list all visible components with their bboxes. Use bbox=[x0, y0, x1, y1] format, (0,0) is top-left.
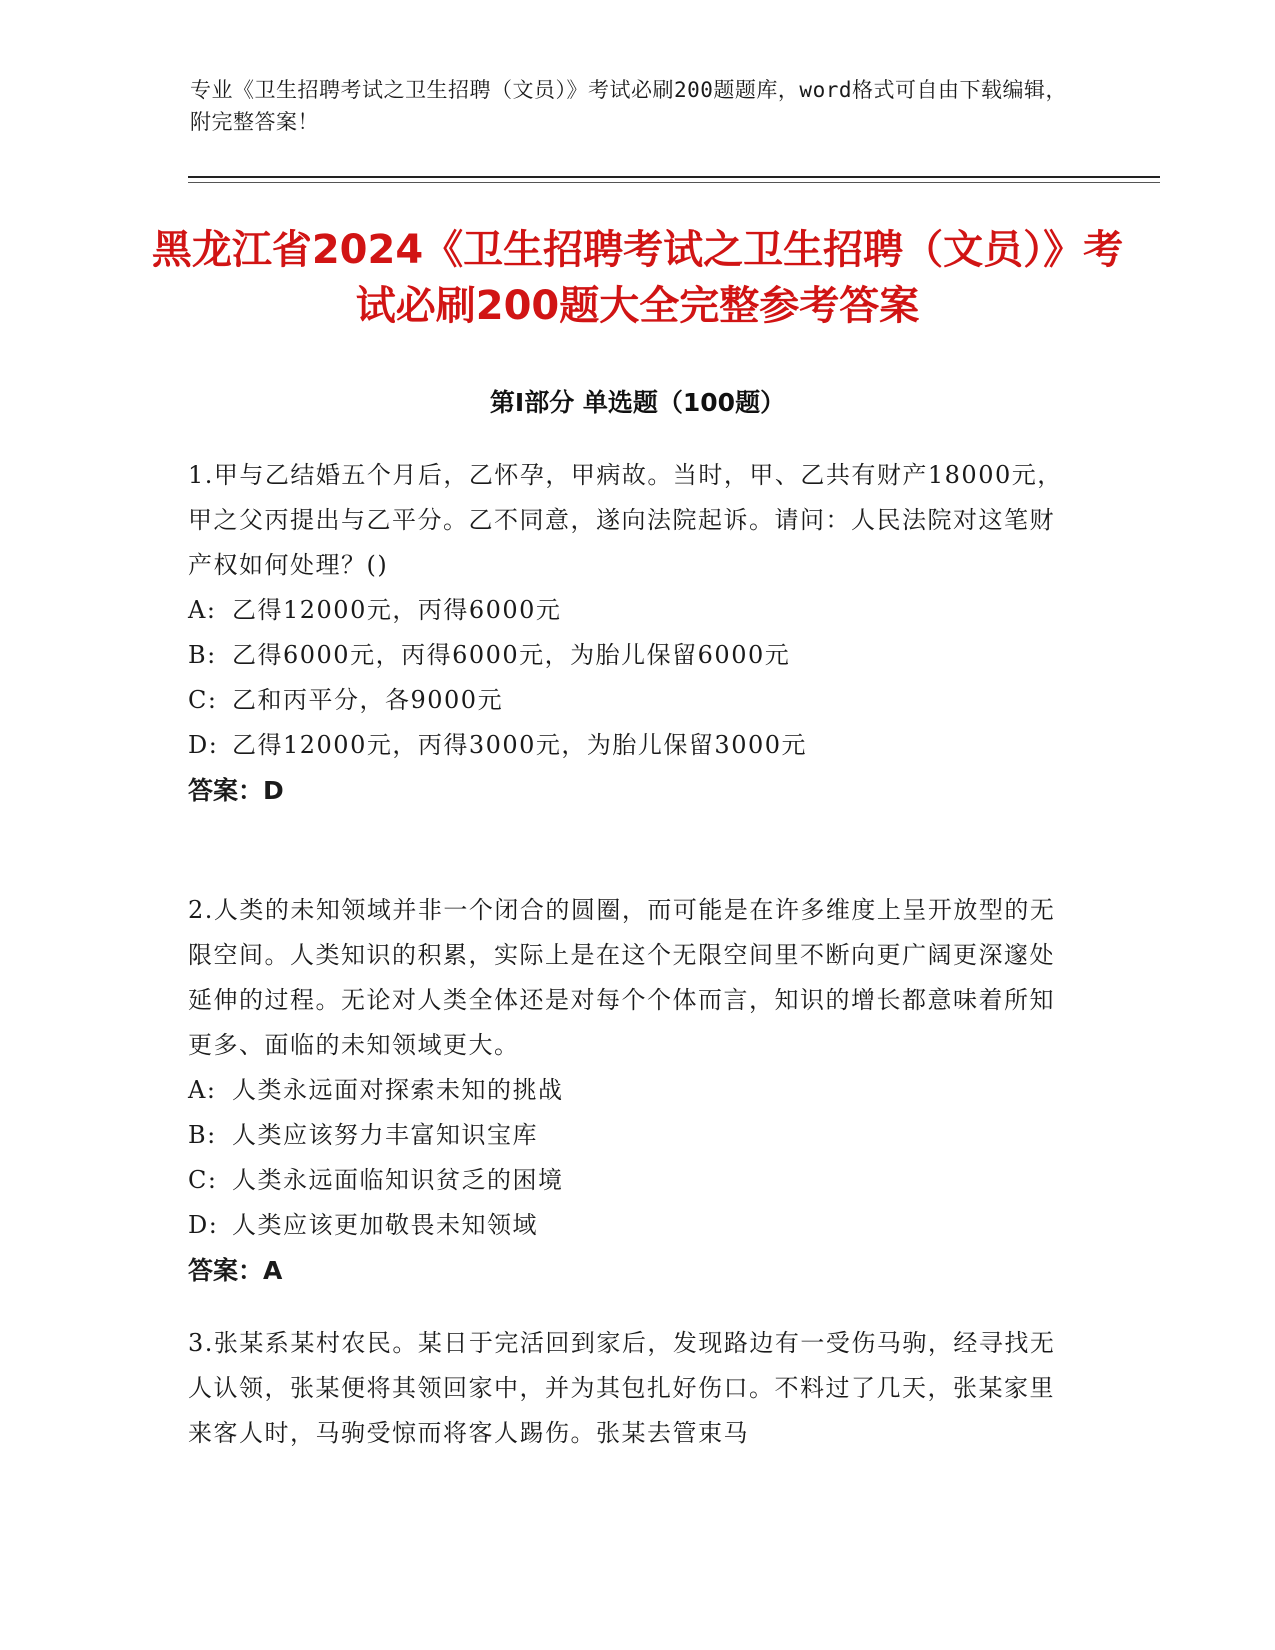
option-letter: D: bbox=[188, 1211, 219, 1239]
option-text: 乙得12000元，丙得6000元 bbox=[232, 596, 562, 624]
option-letter: A: bbox=[188, 1076, 217, 1104]
option-letter: C: bbox=[188, 1166, 218, 1194]
question-stem: 2.人类的未知领域并非一个闭合的圆圈，而可能是在许多维度上呈开放型的无限空间。人类知识的积累，实际上是在这个无限空间里不断向更广阔更深邃处延伸的过程。无论对人类全体还是对每个个体而言，知识的增长都意味着所知更多、面临的未知领域更大。 bbox=[188, 896, 1056, 1059]
option-d bbox=[188, 723, 1068, 768]
option-b bbox=[188, 1113, 1068, 1158]
option-text: 人类永远面对探索未知的挑战 bbox=[232, 1076, 564, 1104]
answer-label: 答案：A bbox=[188, 1256, 283, 1285]
option-d bbox=[188, 1203, 1068, 1248]
header-divider-thin bbox=[188, 182, 1160, 183]
option-letter: D: bbox=[188, 731, 219, 759]
option-a bbox=[188, 1068, 1068, 1113]
option-c bbox=[188, 678, 1068, 723]
question-1 bbox=[188, 453, 1068, 813]
option-text: 人类应该更加敬畏未知领域 bbox=[232, 1211, 538, 1239]
header-note: 专业《卫生招聘考试之卫生招聘（文员）》考试必刷200题题库，word格式可自由下载编辑，附完整答案！ bbox=[190, 78, 1067, 134]
question-stem: 3.张某系某村农民。某日于完活回到家后，发现路边有一受伤马驹，经寻找无人认领，张某便将其领回家中，并为其包扎好伤口。不料过了几天，张某家里来客人时，马驹受惊而将客人踢伤。张某去管束马 bbox=[188, 1329, 1056, 1447]
option-letter: A: bbox=[188, 596, 217, 624]
option-letter: B: bbox=[188, 1121, 217, 1149]
answer-label: 答案：D bbox=[188, 776, 284, 805]
option-text: 人类永远面临知识贫乏的困境 bbox=[232, 1166, 564, 1194]
question-stem: 1.甲与乙结婚五个月后，乙怀孕，甲病故。当时，甲、乙共有财产18000元，甲之父丙提出与乙平分。乙不同意，遂向法院起诉。请问：人民法院对这笔财产权如何处理？() bbox=[188, 461, 1063, 579]
question-3 bbox=[188, 1321, 1068, 1456]
option-text: 乙得12000元，丙得3000元，为胎儿保留3000元 bbox=[232, 731, 808, 759]
section-title: 第Ⅰ部分 单选题（100题） bbox=[489, 388, 786, 417]
option-b bbox=[188, 633, 1068, 678]
option-text: 乙和丙平分，各9000元 bbox=[232, 686, 504, 714]
header-divider-thick bbox=[188, 176, 1160, 178]
option-letter: C: bbox=[188, 686, 218, 714]
option-letter: B: bbox=[188, 641, 217, 669]
option-text: 乙得6000元，丙得6000元，为胎儿保留6000元 bbox=[232, 641, 791, 669]
option-a bbox=[188, 588, 1068, 633]
question-2 bbox=[188, 888, 1068, 1293]
document-title: 黑龙江省2024《卫生招聘考试之卫生招聘（文员）》考试必刷200题大全完整参考答案 bbox=[151, 227, 1124, 329]
option-c bbox=[188, 1158, 1068, 1203]
option-text: 人类应该努力丰富知识宝库 bbox=[232, 1121, 538, 1149]
